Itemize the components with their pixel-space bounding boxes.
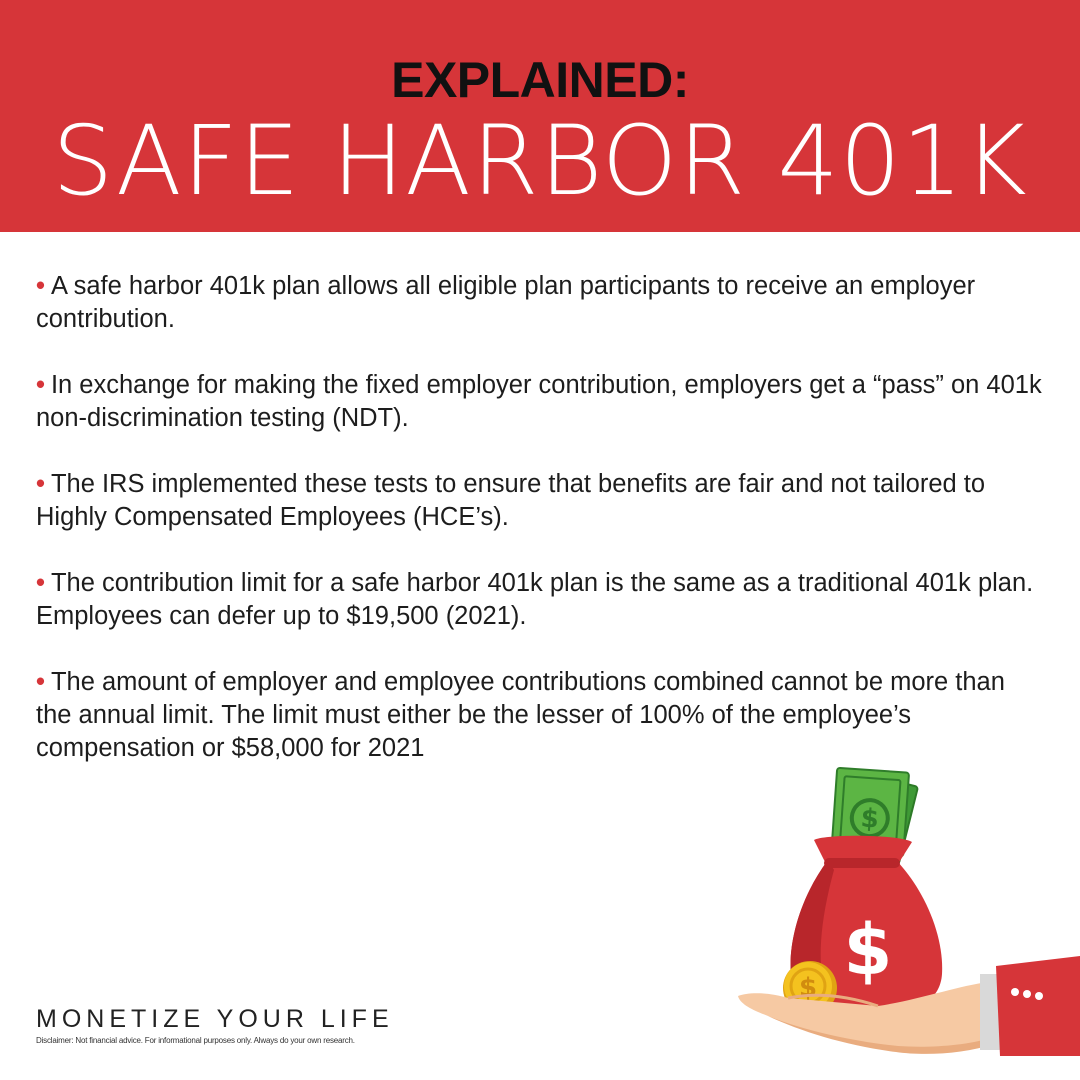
bullet-dot-icon: •	[36, 470, 45, 498]
bullet-dot-icon: •	[36, 569, 45, 597]
bullet-dot-icon: •	[36, 371, 45, 399]
brand-name: MONETIZE YOUR LIFE	[36, 1005, 394, 1033]
bullet-text: A safe harbor 401k plan allows all eligible plan participants to receive an employer contribution.	[36, 272, 976, 333]
bullet-dot-icon: •	[36, 668, 45, 696]
header-eyebrow: EXPLAINED:	[391, 52, 689, 108]
bill-dollar-sign: $	[859, 803, 880, 835]
bullet-dot-icon: •	[36, 272, 45, 300]
bullet-list	[36, 270, 1046, 798]
header-banner	[0, 0, 1080, 232]
page-title: SAFE HARBOR 401K	[52, 105, 1028, 217]
list-item	[36, 468, 1046, 534]
money-illustration	[728, 760, 1080, 1060]
list-item	[36, 666, 1046, 765]
list-item	[36, 270, 1046, 336]
bullet-text: In exchange for making the fixed employer contribution, employers get a “pass” on 401k non-discrimination testing (NDT).	[36, 371, 1042, 432]
bullet-text: The contribution limit for a safe harbor 401k plan is the same as a traditional 401k plan. Employees can defer up to $19,500 (2021).	[36, 569, 1034, 630]
bullet-text: The IRS implemented these tests to ensure that benefits are fair and not tailored to Highly Compensated Employees (HCE’s).	[36, 470, 986, 531]
disclaimer-text: Disclaimer: Not financial advice. For informational purposes only. Always do your own research.	[36, 1036, 355, 1045]
bullet-text: The amount of employer and employee contributions combined cannot be more than the annual limit. The limit must either be the lesser of 100% of the employee’s compensation or $58,000 for 2021	[36, 668, 1005, 762]
list-item	[36, 567, 1046, 633]
list-item	[36, 369, 1046, 435]
bag-dollar-sign: $	[843, 909, 893, 991]
coin-dollar-sign: $	[798, 973, 818, 1003]
